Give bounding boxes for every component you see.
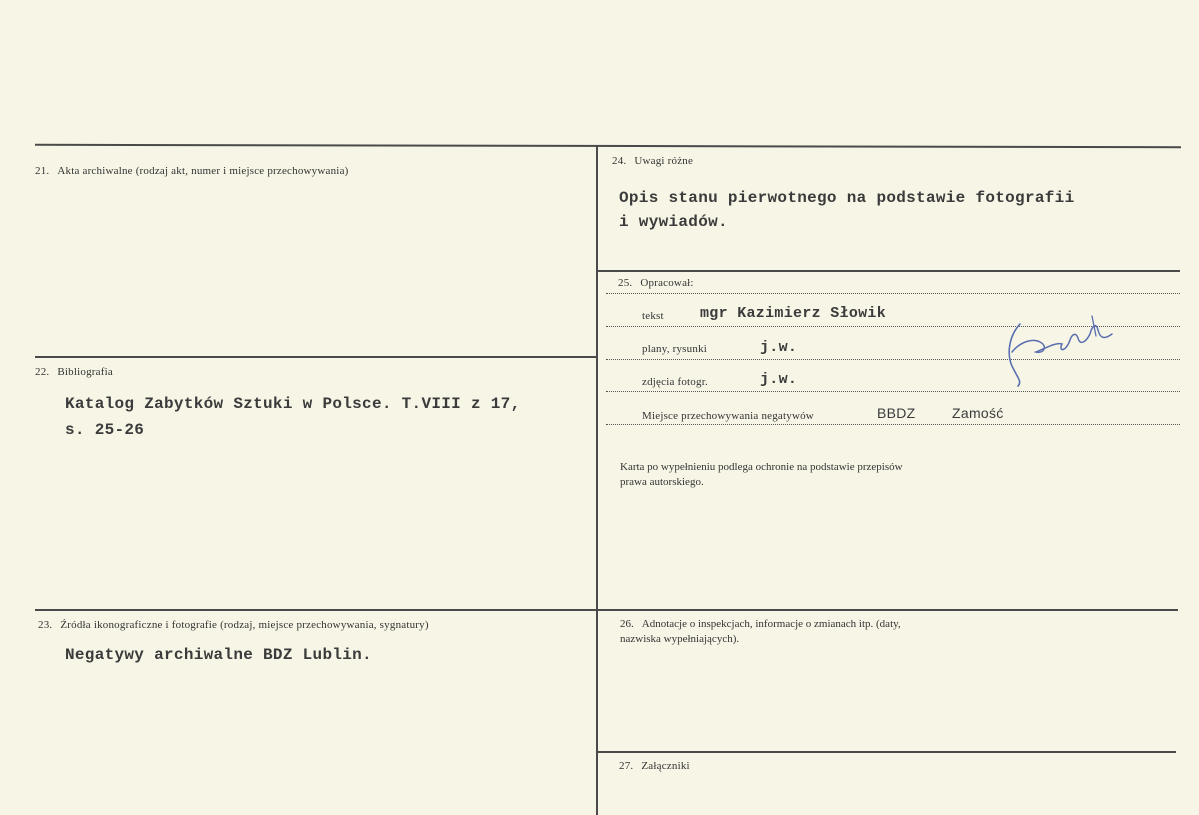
section-24-title: Uwagi różne (634, 155, 694, 167)
signature-image (1000, 312, 1120, 392)
sources-value: Negatywy archiwalne BDZ Lublin. (65, 646, 372, 664)
section-22-label (35, 366, 113, 378)
copyright-note (620, 460, 903, 490)
section-21-number: 21. (35, 165, 50, 177)
rule-21-22 (35, 356, 596, 358)
miejsce-label: Miejsce przechowywania negatywów (642, 410, 814, 422)
section-26-number: 26. (620, 618, 634, 630)
section-22-title: Bibliografia (57, 366, 113, 378)
section-23-title: Źródła ikonograficzne i fotografie (rodzaj, miejsce przechowywania, sygnatury) (60, 619, 429, 631)
section-25-title: Opracował: (640, 277, 694, 289)
tekst-value: mgr Kazimierz Słowik (700, 305, 887, 322)
copyright-note-line-1: Karta po wypełnieniu podlega ochronie na podstawie przepisów (620, 461, 903, 473)
remarks-line-2: i wywiadów. (619, 213, 728, 231)
section-26-label (620, 617, 901, 647)
zdjecia-label: zdjęcia fotogr. (642, 376, 708, 388)
dotline-miejsce (606, 424, 1180, 425)
plany-value: j.w. (760, 339, 798, 356)
section-25-label (618, 277, 694, 289)
bibliography-line-1: Katalog Zabytków Sztuki w Polsce. T.VIII z 17, (65, 395, 521, 413)
section-23-label (38, 619, 429, 631)
plany-label: plany, rysunki (642, 343, 708, 355)
rule-24-25 (598, 270, 1180, 272)
section-22-number: 22. (35, 366, 50, 378)
section-26-title-line-1: Adnotacje o inspekcjach, informacje o zmianach itp. (daty, (641, 618, 901, 630)
center-divider (596, 146, 598, 815)
rule-22-23 (35, 609, 596, 611)
section-21-title: Akta archiwalne (rodzaj akt, numer i miejsce przechowywania) (57, 165, 349, 177)
section-25-number: 25. (618, 277, 633, 289)
section-27-number: 27. (619, 760, 634, 772)
top-rule (35, 144, 1181, 148)
section-24-label (612, 155, 693, 167)
section-27-label (619, 760, 690, 772)
tekst-label: tekst (642, 310, 664, 322)
dotline-opracowal (606, 293, 1180, 294)
copyright-note-line-2: prawa autorskiego. (620, 476, 704, 488)
section-27-title: Załączniki (641, 760, 690, 772)
rule-25-26 (598, 609, 1178, 611)
remarks-line-1: Opis stanu pierwotnego na podstawie fotografii (619, 189, 1075, 207)
section-24-number: 24. (612, 155, 627, 167)
miejsce-value-2: Zamość (952, 405, 1004, 421)
section-21-label (35, 165, 349, 177)
zdjecia-value: j.w. (760, 371, 798, 388)
section-26-title-line-2: nazwiska wypełniających). (620, 633, 740, 645)
bibliography-line-2: s. 25-26 (65, 421, 145, 439)
miejsce-value-1: BBDZ (877, 405, 916, 421)
rule-26-27 (598, 751, 1176, 753)
section-23-number: 23. (38, 619, 53, 631)
